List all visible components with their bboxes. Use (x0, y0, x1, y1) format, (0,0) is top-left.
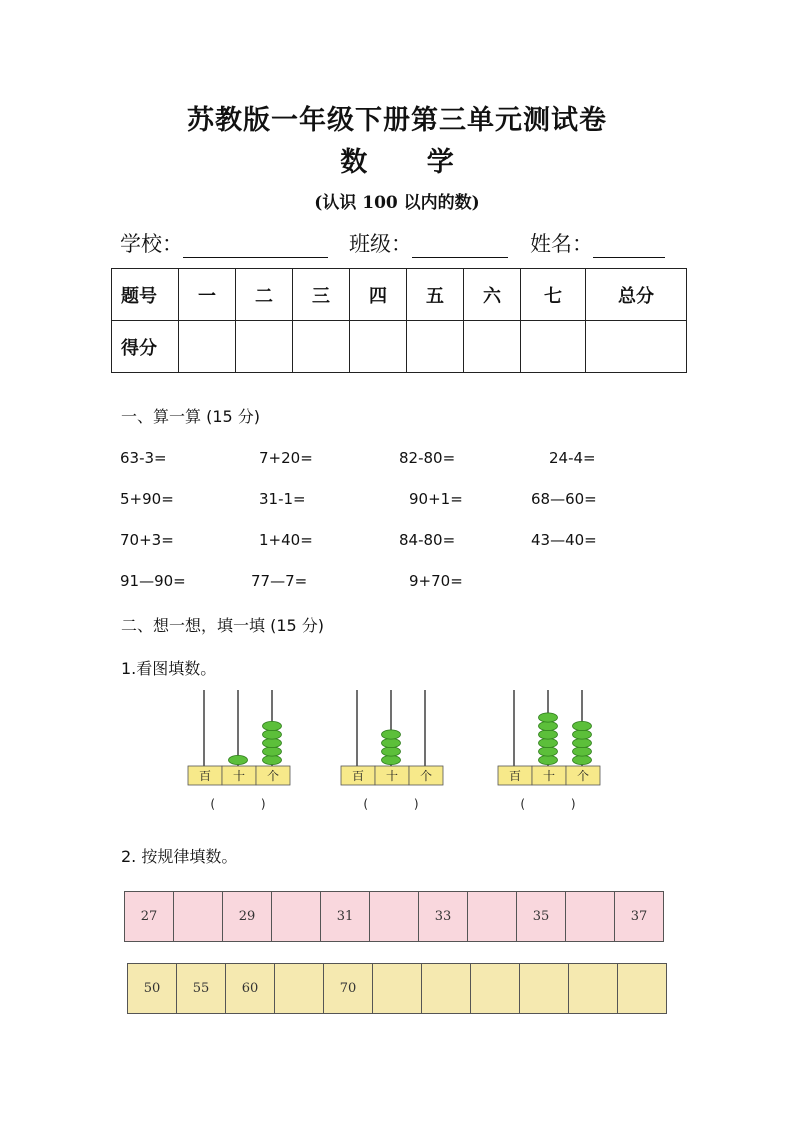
sequence-blank-cell[interactable] (520, 964, 569, 1014)
score-input-cell[interactable] (464, 321, 521, 373)
page-title: 苏教版一年级下册第三单元测试卷 (187, 105, 607, 136)
place-label: 百 (198, 769, 212, 783)
sequence-cell: 50 (128, 964, 177, 1014)
sequence-blank-cell[interactable] (275, 964, 324, 1014)
sequence-cell: 60 (226, 964, 275, 1014)
abacus-bead (382, 738, 401, 747)
abacus-figure (186, 688, 296, 818)
abacus-bead (539, 721, 558, 730)
name-blank[interactable] (593, 235, 665, 258)
equation: 91—90= (120, 572, 186, 590)
equation: 70+3= (120, 531, 174, 549)
subject-char: 学 (426, 147, 454, 178)
school-blank[interactable] (183, 235, 328, 258)
subject-title (0, 140, 794, 179)
equation: 82-80= (399, 449, 456, 467)
q2-label: 2. 按规律填数。 (121, 847, 238, 866)
score-cell: 五 (407, 269, 464, 321)
sequence-blank-cell[interactable] (569, 964, 618, 1014)
score-cell: 四 (350, 269, 407, 321)
sequence-cell: 70 (324, 964, 373, 1014)
sequence-blank-cell[interactable] (566, 892, 615, 942)
score-input-cell[interactable] (586, 321, 687, 373)
place-label: 十 (385, 769, 399, 783)
class-label: 班级： (349, 232, 412, 256)
sequence-blank-cell[interactable] (370, 892, 419, 942)
abacus-figure (496, 688, 606, 818)
answer-parentheses[interactable]: ( ) (210, 797, 266, 811)
abacus-bead (573, 755, 592, 764)
abacus-bead (539, 747, 558, 756)
abacus-bead (382, 755, 401, 764)
sequence-cell: 31 (321, 892, 370, 942)
equation: 90+1= (409, 490, 463, 508)
abacus-bead (539, 730, 558, 739)
score-cell: 一 (179, 269, 236, 321)
sequence-row-1 (124, 891, 664, 942)
equation: 31-1= (259, 490, 306, 508)
q1-label: 1.看图填数。 (121, 659, 217, 678)
abacus-bead (539, 738, 558, 747)
score-input-cell[interactable] (236, 321, 293, 373)
place-label: 百 (351, 769, 365, 783)
place-label: 十 (542, 769, 556, 783)
place-label: 个 (266, 769, 280, 783)
score-value-row (112, 321, 687, 373)
score-cell: 题号 (112, 269, 179, 321)
sequence-blank-cell[interactable] (468, 892, 517, 942)
score-table (111, 268, 687, 373)
sequence-blank-cell[interactable] (373, 964, 422, 1014)
class-field (349, 228, 508, 258)
abacus-bead (382, 747, 401, 756)
score-input-cell[interactable] (350, 321, 407, 373)
score-input-cell[interactable] (179, 321, 236, 373)
abacus-bead (539, 755, 558, 764)
sequence-blank-cell[interactable] (618, 964, 667, 1014)
score-input-cell[interactable] (521, 321, 586, 373)
abacus-bead (573, 721, 592, 730)
sequence-blank-cell[interactable] (471, 964, 520, 1014)
equation: 68—60= (531, 490, 597, 508)
answer-parentheses[interactable]: ( ) (363, 797, 419, 811)
sequence-blank-cell[interactable] (422, 964, 471, 1014)
abacus-bead (263, 738, 282, 747)
score-cell: 总分 (586, 269, 687, 321)
sequence-cell: 27 (125, 892, 174, 942)
abacus-bead (263, 747, 282, 756)
equation: 7+20= (259, 449, 313, 467)
sequence-cell: 35 (517, 892, 566, 942)
score-cell: 六 (464, 269, 521, 321)
score-cell: 三 (293, 269, 350, 321)
score-cell: 得分 (112, 321, 179, 373)
score-header-row (112, 269, 687, 321)
place-label: 十 (232, 769, 246, 783)
equation: 43—40= (531, 531, 597, 549)
score-cell: 七 (521, 269, 586, 321)
answer-parentheses[interactable]: ( ) (520, 797, 576, 811)
sequence-cell: 29 (223, 892, 272, 942)
equation: 9+70= (409, 572, 463, 590)
school-field (120, 228, 328, 258)
section-2-title: 二、想一想，填一填 (15 分) (121, 616, 325, 635)
sequence-blank-cell[interactable] (174, 892, 223, 942)
abacus-figure (339, 688, 449, 818)
abacus-bead (573, 730, 592, 739)
class-blank[interactable] (412, 235, 508, 258)
place-label: 个 (419, 769, 433, 783)
place-label: 百 (508, 769, 522, 783)
page-subtitle: (认识 100 以内的数) (314, 193, 480, 213)
equation: 5+90= (120, 490, 174, 508)
sequence-cell: 55 (177, 964, 226, 1014)
abacus-bead (263, 730, 282, 739)
equation: 84-80= (399, 531, 456, 549)
equation: 24-4= (549, 449, 596, 467)
school-label: 学校： (120, 232, 183, 256)
abacus-bead (573, 747, 592, 756)
abacus-bead (382, 730, 401, 739)
section-1-title: 一、算一算 (15 分) (121, 407, 261, 426)
abacus-bead (263, 721, 282, 730)
abacus-bead (539, 713, 558, 722)
equation: 77—7= (251, 572, 308, 590)
name-field (530, 228, 665, 258)
equation: 63-3= (120, 449, 167, 467)
abacus-bead (229, 755, 248, 764)
subject-char: 数 (340, 147, 368, 178)
abacus-bead (573, 738, 592, 747)
sequence-cell: 37 (615, 892, 664, 942)
name-label: 姓名： (530, 232, 593, 256)
score-input-cell[interactable] (407, 321, 464, 373)
score-input-cell[interactable] (293, 321, 350, 373)
sequence-row-2 (127, 963, 667, 1014)
abacus-bead (263, 755, 282, 764)
equation: 1+40= (259, 531, 313, 549)
sequence-cell: 33 (419, 892, 468, 942)
sequence-blank-cell[interactable] (272, 892, 321, 942)
place-label: 个 (576, 769, 590, 783)
score-cell: 二 (236, 269, 293, 321)
